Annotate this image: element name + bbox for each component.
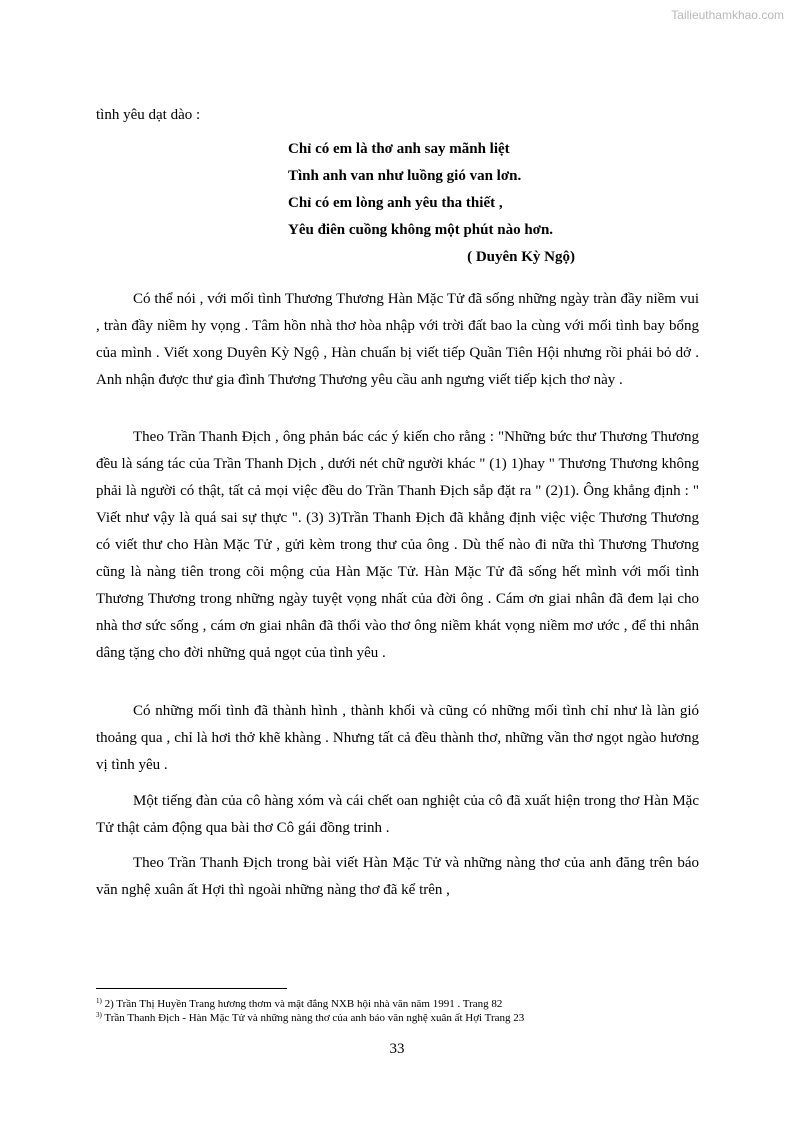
- poem-line: Yêu điên cuồng không một phút nào hơn.: [288, 222, 554, 238]
- paragraph: Có thể nói , với mối tình Thương Thương Hàn Mặc Tử đã sống những ngày tràn đầy niềm vui , tràn đầy niềm hy vọng . Tâm hồn nhà thơ hòa nhập với trời đất bao la cùng với mối tình bay bổng của mình . Viết xong Duyên Kỳ Ngộ , Hàn chuẩn bị viết tiếp Quần Tiên Hội nhưng rồi phải bỏ dở . Anh nhận được thư gia đình Thương Thương yêu cầu anh ngưng viết tiếp kịch thơ này .: [96, 291, 699, 388]
- paragraph: Theo Trần Thanh Địch trong bài viết Hàn Mặc Tử và những nàng thơ của anh đăng trên báo văn nghệ xuân ất Hợi thì ngoài những nàng thơ đã kể trên ,: [96, 855, 699, 898]
- poem-source: ( Duyên Kỳ Ngộ): [467, 249, 575, 265]
- footnote-mark: 1): [96, 997, 102, 1005]
- intro-line: tình yêu dạt dào :: [96, 107, 201, 123]
- paragraph: Có những mối tình đã thành hình , thành khối và cũng có những mối tình chỉ như là làn gió thoảng qua , chỉ là hơi thở khẽ khàng . Nhưng tất cả đều thành thơ, những vần thơ ngọt ngào hương vị tình yêu .: [96, 703, 699, 773]
- footnote-text: Trần Thanh Địch - Hàn Mặc Tử và những nàng thơ của anh báo văn nghệ xuân ất Hợi Trang 23: [104, 1012, 525, 1024]
- poem: [288, 136, 575, 271]
- footnote-text: 2) Trần Thị Huyền Trang hương thơm và mật đắng NXB hội nhà văn năm 1991 . Trang 82: [104, 998, 503, 1010]
- poem-line: Chỉ có em là thơ anh say mãnh liệt: [288, 141, 510, 157]
- paragraph: Theo Trần Thanh Địch , ông phản bác các ý kiến cho rằng : "Những bức thư Thương Thương đều là sáng tác của Trần Thanh Dịch , dưới nét chữ người khác " (1) 1)hay " Thương Thương không phải là người có thật, tất cả mọi việc đều do Trần Thanh Địch sắp đặt ra " (2)1). Ông khẳng định : " Viết như vậy là quá sai sự thực ". (3) 3)Trần Thanh Địch đã khẳng định việc việc Thương Thương có viết thư cho Hàn Mặc Tử , gửi kèm trong thư của ông . Dù thế nào đi nữa thì Thương Thương cũng là nàng tiên trong cõi mộng của Hàn Mặc Tử. Hàn Mặc Tử đã sống hết mình với mối tình Thương Thương trong những ngày tuyệt vọng nhất của đời ông . Cám ơn giai nhân đã đem lại cho nhà thơ sức sống , cám ơn giai nhân đã thổi vào thơ ông niềm khát vọng niềm mơ ước , để thi nhân dâng tặng cho đời những quả ngọt của tình yêu .: [96, 429, 699, 661]
- page-number: 33: [389, 1041, 405, 1057]
- paragraph: Một tiếng đàn của cô hàng xóm và cái chết oan nghiệt của cô đã xuất hiện trong thơ Hàn Mặc Tử thật cảm động qua bài thơ Cô gái đồng trinh .: [96, 793, 699, 836]
- footnote: [96, 1009, 524, 1025]
- poem-line: Tình anh van như luồng gió van lơn.: [288, 168, 522, 184]
- footnote-divider: [96, 988, 287, 989]
- footnote-mark: 3): [96, 1011, 102, 1019]
- watermark: Tailieuthamkhao.com: [671, 8, 784, 22]
- poem-line: Chỉ có em lòng anh yêu tha thiết ,: [288, 195, 503, 211]
